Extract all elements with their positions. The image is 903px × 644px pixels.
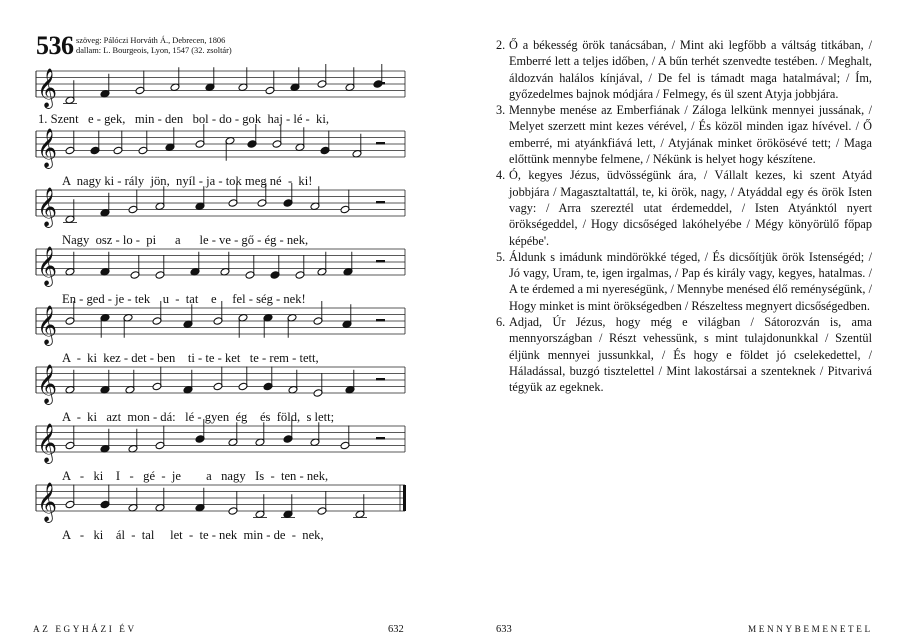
footer-title: MENNYBEMENETEL: [748, 624, 873, 634]
rest-icon: [376, 319, 385, 322]
treble-clef-icon: 𝄞: [37, 68, 58, 108]
right-page: [452, 0, 903, 644]
verse-text: Ó, kegyes Jézus, üdvösségünk ára, / Vállalt kezes, ki szent Atyád jobbjára / Magasztaltattál, te, ki örök, nagy, / Atyáddal egy és örök Isten vagy: / Arra szereztél utat érdemeddel, / Isten Atyánktól nyert örökségeddel, / Hogy dicsőséged lakóhelyébe / Mégy könyörülő főpap képébe'.: [509, 168, 872, 248]
rest-icon: [376, 260, 385, 263]
treble-clef-icon: 𝄞: [37, 187, 58, 227]
verse: [496, 167, 872, 248]
treble-clef-icon: 𝄞: [37, 364, 58, 404]
final-barline: [403, 485, 406, 511]
verse-text: Áldunk s imádunk mindörökké téged, / És dicsőítjük örök Istenségéd; / Jó vagy, Uram, te, igen irgalmas, / Pap és király vagy, kegyes, hatalmas. / A te érdemed a mi nyereségünk, / Mennybe menésed élő reménységünk, / Hogy minket is mint örökségedben / Részeltess megnyert dicsőségedben.: [509, 249, 872, 313]
footer-title: AZ EGYHÁZI ÉV: [33, 624, 137, 634]
lyric-line: 1. Szent e - gek, min - den bol - do - gok haj - lé - ki,: [38, 112, 329, 126]
verse: [496, 314, 872, 395]
verse-number: 2.: [496, 38, 506, 52]
verse: [496, 249, 872, 314]
treble-clef-icon: 𝄞: [37, 246, 58, 286]
verse-text: Mennybe menése az Emberfiának / Záloga lelkünk mennyei jussának, / Melyet szerzett mint kezes vérével, / És közöl minden igaz hívével. / Ő emberré, mi atyánkfiává lett, / Atyjának minket örökösévé tett; / Maga előttünk mennybe felmene, / Nékünk is helyet hogy készítene.: [509, 103, 872, 167]
verse-number: 4.: [496, 168, 506, 183]
verse-list: [496, 37, 872, 396]
treble-clef-icon: 𝄞: [37, 482, 58, 522]
verse-number: 6.: [496, 315, 506, 330]
verse-number: 3.: [496, 103, 506, 118]
verse-text: Ő a békesség örök tanácsában, / Mint aki legfőbb a váltság titkában, / Emberré lett a teljes időben, / A bűn terhét szenvedte testében. / Meghalt, áldozván halálos kínjával, / De fel is támadt maga hatalmával; / Ím, győzedelmes bajnok módjára / Felmegy, és ül szent Atyja jobbjára.: [509, 38, 872, 101]
verse: [496, 37, 872, 102]
verse-number: 5.: [496, 249, 506, 264]
page-number: 632: [388, 624, 404, 635]
treble-clef-icon: 𝄞: [37, 128, 58, 168]
hymn-number: 536: [36, 31, 74, 60]
lyric-line: En - ged - je - tek u - tat e fel - ség - nek!: [62, 292, 306, 306]
rest-icon: [376, 201, 385, 204]
lyric-line: A - ki azt mon - dá: lé - gyen ég és föld, s lett;: [62, 410, 335, 424]
treble-clef-icon: 𝄞: [37, 305, 58, 345]
rest-icon: [376, 142, 385, 145]
treble-clef-icon: 𝄞: [37, 423, 58, 463]
rest-icon: [376, 437, 385, 440]
lyric-line: Nagy osz - lo - pi a le - ve - gő - ég - nek,: [62, 233, 309, 247]
lyric-line: A - ki kez - det - ben ti - te - ket te - rem - tett,: [62, 351, 319, 365]
verse-text: Adjad, Úr Jézus, hogy még e világban / Sátorozván is, ama mennyországban / Részt vehessünk, s mint tulajdonunkkal / Szentül éljünk mennyei jussunkkal, / És hogy e földet jó cselekedettel, / Háladással, buzgó tisztelettel / Mint lakostársai a szenteknek / Pitvarivá tégyük az egeknek.: [509, 315, 872, 395]
lyric-line: A nagy ki - rály jön, nyíl - ja - tok meg né - ki!: [62, 174, 313, 188]
music-credit: dallam: L. Bourgeois, Lyon, 1547 (32. zsoltár): [76, 46, 232, 55]
left-page: [0, 0, 451, 644]
verse: [496, 102, 872, 167]
page-number: 633: [496, 624, 512, 635]
rest-icon: [376, 378, 385, 381]
lyric-line: A - ki I - gé - je a nagy Is - ten - nek,: [62, 469, 329, 483]
text-credit: szöveg: Pálóczi Horváth Á., Debrecen, 1806: [76, 36, 226, 45]
lyric-line: A - ki ál - tal let - te - nek min - de - nek,: [62, 528, 324, 542]
